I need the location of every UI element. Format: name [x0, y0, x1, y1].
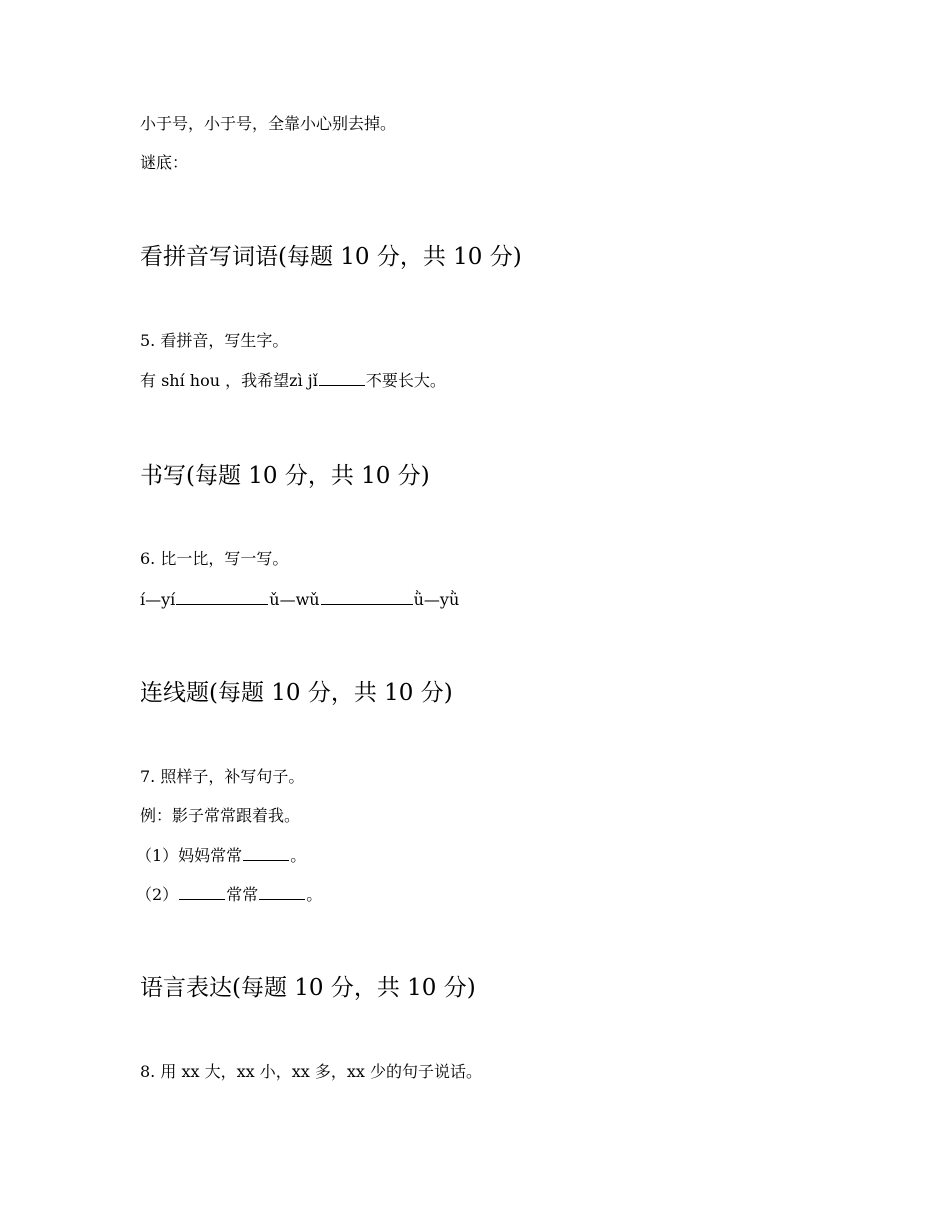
section-heading-writing: 书写(每题 10 分，共 10 分) [140, 463, 430, 489]
question-5-pinyin: zì jǐ [289, 371, 318, 390]
question-7-item-2 [136, 884, 322, 905]
question-7-title: 7. 照样子，补写句子。 [140, 767, 305, 786]
answer-blank[interactable] [179, 884, 225, 900]
question-6-part-1: í—yí [140, 590, 176, 609]
section-heading-pinyin: 看拼音写词语(每题 10 分，共 10 分) [140, 244, 522, 270]
answer-blank[interactable] [259, 884, 305, 900]
question-5-line-end: 不要长大。 [365, 371, 446, 390]
answer-blank[interactable] [243, 845, 289, 861]
question-6-part-2: ǔ—wǔ [269, 590, 320, 609]
question-7-item-1-suffix: 。 [290, 846, 307, 865]
answer-blank[interactable] [176, 589, 268, 605]
question-7-item-2-prefix: （2） [136, 885, 179, 904]
question-7-example: 例：影子常常跟着我。 [140, 806, 301, 825]
section-heading-expression: 语言表达(每题 10 分，共 10 分) [140, 975, 476, 1001]
question-5-line-start: 有 shí hou ，我希望 [140, 371, 290, 390]
question-5-line [140, 370, 446, 391]
question-7-item-1-prefix: （1）妈妈常常 [136, 846, 243, 865]
question-7-item-1 [136, 845, 306, 866]
question-5-title: 5. 看拼音，写生字。 [140, 331, 289, 350]
question-7-item-2-suffix: 。 [306, 885, 323, 904]
question-6-part-3: ǜ—yǜ [413, 590, 460, 609]
riddle-text: 小于号，小于号，全靠小心别去掉。 [140, 114, 397, 133]
question-6-title: 6. 比一比，写一写。 [140, 549, 289, 568]
answer-blank[interactable] [319, 370, 365, 386]
question-8-title: 8. 用 xx 大，xx 小，xx 多，xx 少的句子说话。 [140, 1062, 482, 1081]
question-6-line [140, 589, 459, 610]
answer-blank[interactable] [321, 589, 413, 605]
riddle-answer-label: 谜底： [140, 153, 189, 172]
section-heading-matching: 连线题(每题 10 分，共 10 分) [140, 680, 453, 706]
question-7-item-2-mid: 常常 [226, 885, 259, 904]
